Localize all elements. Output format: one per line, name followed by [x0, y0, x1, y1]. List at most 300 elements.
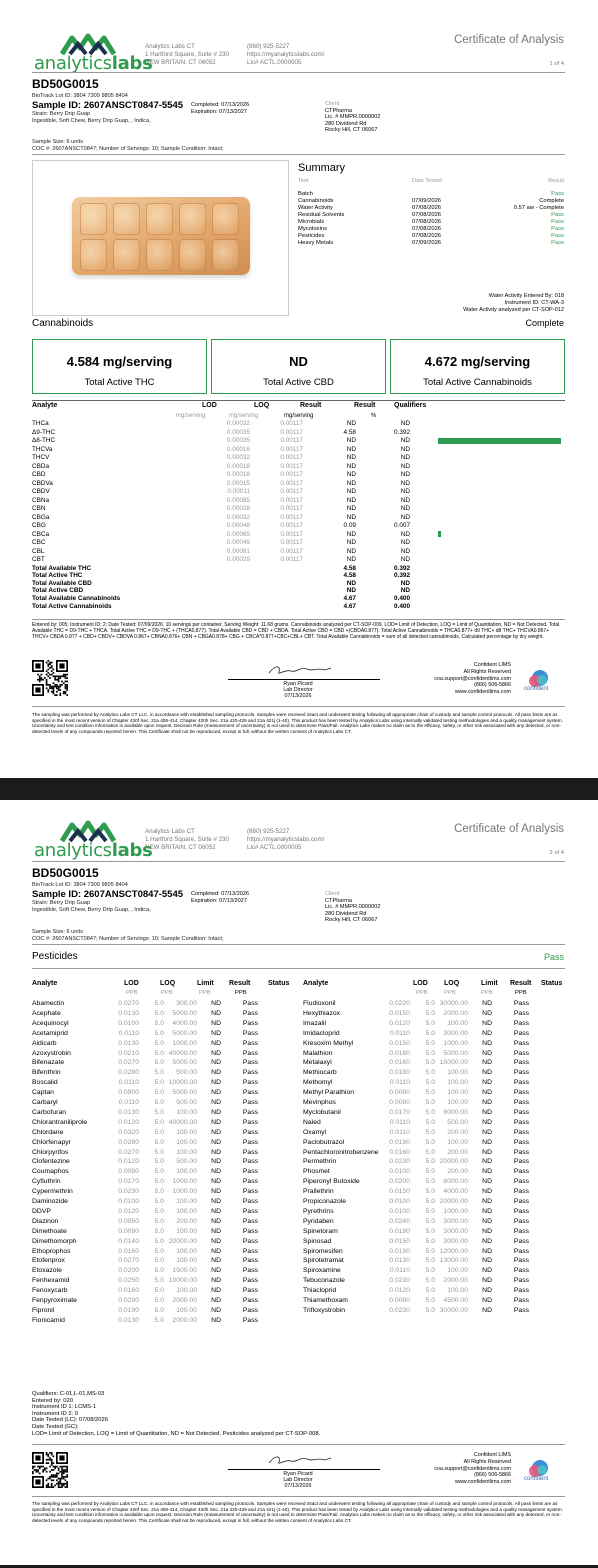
pesticide-result: ND [211, 1118, 221, 1126]
pesticide-loq: 5.0 [154, 1227, 164, 1235]
pesticide-loq: 5.0 [425, 1049, 435, 1057]
loq-value: 0.00117 [280, 530, 303, 538]
summary-test: Cannabinoids [298, 198, 334, 204]
pesticide-row [303, 1197, 568, 1207]
pesticide-result: ND [482, 1039, 492, 1047]
summary-test: Water Activity [298, 205, 333, 211]
pest-unit-lod: PPB [126, 990, 138, 996]
summary-result: 0.57 aw - Complete [513, 205, 564, 211]
cannabinoid-row [32, 497, 442, 505]
unit-loq: mg/serving [229, 413, 259, 419]
pesticide-row [32, 1118, 297, 1128]
pesticide-loq: 5.0 [154, 1297, 164, 1304]
pesticide-loq: 5.0 [425, 1099, 435, 1106]
pesticide-name: Spinetoram [303, 1227, 338, 1235]
pesticide-lod: 0.0150 [389, 1009, 410, 1017]
pesticide-result: ND [482, 1277, 492, 1285]
pesticide-limit: 500.00 [176, 1069, 197, 1077]
pesticide-limit: 3000.00 [443, 1237, 468, 1245]
pesticide-limit: 20000.00 [168, 1237, 197, 1245]
pesticide-name: Naled [303, 1118, 321, 1126]
pesticide-name: Fenhexamid [32, 1277, 70, 1285]
pesticide-status: Pass [242, 1188, 258, 1196]
pesticide-lod: 0.0120 [118, 1158, 139, 1166]
pesticide-name: Aldicarb [32, 1039, 57, 1047]
client-info: Client CTPharma Lic. # MMPR.0000002 280 Dividend Rd Rocky Hill, CT 06067 [325, 891, 381, 924]
signature-line [228, 679, 380, 680]
pesticide-loq: 5.0 [154, 1000, 164, 1007]
result-value: ND [346, 530, 356, 538]
pesticide-row [303, 1009, 568, 1019]
gummy-cell [113, 239, 140, 271]
pest-unit-result: PPB [515, 990, 527, 996]
pesticide-result: ND [211, 1128, 221, 1136]
pesticide-status: Pass [513, 1019, 529, 1027]
confident-wordmark: confident [524, 686, 549, 692]
pesticide-loq: 5.0 [425, 1207, 435, 1215]
signer: Ryan Picard Lab Director 07/13/2026 [283, 681, 313, 699]
pesticide-name: Cypermethrin [32, 1188, 73, 1196]
sample-id: Sample ID: 2607ANSCT0847-5545 [32, 889, 184, 900]
pesticide-name: Chlorfenapyr [32, 1138, 71, 1146]
divider [32, 1496, 565, 1497]
pesticides-status: Pass [543, 952, 564, 962]
pesticide-status: Pass [242, 1000, 258, 1007]
pesticide-row [32, 1167, 297, 1177]
pest-col-limit: Limit [481, 980, 498, 987]
pesticide-result: ND [211, 1009, 221, 1017]
pest-col-loq: LOQ [160, 980, 176, 987]
pesticide-limit: 5000.00 [172, 1029, 197, 1037]
pesticide-limit: 5000.00 [172, 1059, 197, 1067]
col-result-pct: Result [354, 402, 376, 409]
pesticide-result: ND [211, 1297, 221, 1304]
pesticide-name: Pyridaben [303, 1217, 334, 1225]
pesticide-limit: 100.00 [176, 1198, 197, 1205]
pesticide-name: Permethrin [303, 1158, 337, 1166]
pest-col-loq: LOQ [444, 980, 460, 987]
pesticide-limit: 100.00 [447, 1099, 468, 1106]
pesticide-status: Pass [513, 1188, 529, 1196]
pesticide-name: Daminozide [32, 1198, 68, 1205]
pesticide-loq: 5.0 [154, 1257, 164, 1265]
pesticide-limit: 100.00 [176, 1306, 197, 1314]
analyte-name: CBG [32, 522, 46, 529]
pesticide-name: Carbofuran [32, 1108, 67, 1116]
pesticide-limit: 500.00 [447, 1118, 468, 1126]
pesticide-result: ND [482, 1069, 492, 1077]
pesticide-lod: 0.0100 [389, 1207, 410, 1215]
pesticide-result: ND [482, 1148, 492, 1156]
pesticide-lod: 0.0140 [118, 1237, 139, 1245]
pesticide-status: Pass [513, 1247, 529, 1255]
total-result: 4.58 [343, 564, 356, 572]
doc-title: Certificate of Analysis [454, 34, 564, 46]
lod-value: 0.00011 [227, 488, 250, 495]
pesticide-status: Pass [242, 1158, 258, 1166]
pesticide-status: Pass [242, 1168, 258, 1176]
pesticide-row [303, 1098, 568, 1108]
pesticide-row [32, 1286, 297, 1296]
pesticide-row [32, 1148, 297, 1158]
pesticide-row [32, 1306, 297, 1316]
pesticide-loq: 5.0 [154, 1148, 164, 1156]
pesticide-lod: 0.0160 [118, 1287, 139, 1295]
pesticide-lod: 0.0110 [389, 1118, 410, 1126]
pesticide-name: Spinosad [303, 1237, 332, 1245]
pesticide-row [303, 1138, 568, 1148]
pesticide-name: Boscalid [32, 1079, 58, 1087]
gummy-cell [212, 203, 239, 235]
pesticide-limit: 100.00 [447, 1079, 468, 1087]
pesticide-lod: 0.0230 [118, 1188, 139, 1196]
cannabinoid-row [32, 446, 442, 454]
pesticide-lod: 0.0160 [389, 1148, 410, 1156]
cannabinoid-row [32, 463, 442, 471]
pest-col-status: Status [541, 980, 563, 987]
pesticide-row [303, 1237, 568, 1247]
pesticide-result: ND [482, 1297, 492, 1304]
total-name: Total Available Cannabinoids [32, 594, 121, 602]
lab-contact: (860) 925-5227 https://myanalyticslabs.com/ Lic# ACTL.0000005 [247, 828, 325, 851]
pesticide-row [303, 1177, 568, 1187]
pesticide-limit: 1000.00 [443, 1039, 468, 1047]
result-value: ND [346, 471, 356, 478]
pesticide-name: Fipronil [32, 1306, 55, 1314]
pesticide-loq: 5.0 [154, 1049, 164, 1057]
pesticide-result: ND [211, 1188, 221, 1196]
pesticide-loq: 5.0 [425, 1089, 435, 1097]
total-percent: ND [400, 587, 410, 595]
percent-value: ND [400, 420, 410, 427]
pesticide-result: ND [211, 1306, 221, 1314]
pesticide-limit: 1000.00 [443, 1207, 468, 1215]
pesticide-lod: 0.0050 [118, 1217, 139, 1225]
pesticide-lod: 0.0250 [118, 1277, 139, 1285]
pesticide-loq: 5.0 [425, 1009, 435, 1017]
unit-result: mg/serving [284, 413, 314, 419]
pesticide-name: DDVP [32, 1207, 51, 1215]
unit-pct: % [371, 413, 377, 419]
cannabinoids-status: Complete [525, 318, 564, 328]
pesticide-row [303, 1128, 568, 1138]
doc-title: Certificate of Analysis [454, 823, 564, 835]
pesticide-status: Pass [242, 1267, 258, 1275]
pesticide-loq: 5.0 [154, 1247, 164, 1255]
analyte-name: CBN [32, 505, 46, 512]
pesticide-row [303, 1108, 568, 1118]
loq-value: 0.00117 [280, 479, 303, 487]
total-cbd-box: ND Total Active CBD [211, 339, 386, 394]
pesticide-lod: 0.0120 [389, 1287, 410, 1295]
pesticide-row [303, 1148, 568, 1158]
pesticide-lod: 0.0110 [389, 1128, 410, 1136]
pesticide-lod: 0.0120 [118, 1207, 139, 1215]
divider [32, 154, 565, 155]
lab-address: Analytics Labs CT 1 Hartford Square, Suite # 230 NEW BRITAIN, CT 06052 [145, 828, 229, 851]
analyte-name: CBCa [32, 530, 50, 538]
pesticide-loq: 5.0 [154, 1039, 164, 1047]
pesticide-status: Pass [242, 1247, 258, 1255]
pesticide-result: ND [211, 1138, 221, 1146]
total-percent: 0.392 [394, 564, 410, 572]
pesticide-loq: 5.0 [425, 1039, 435, 1047]
pesticide-status: Pass [242, 1089, 258, 1097]
pesticide-limit: 3000.00 [443, 1029, 468, 1037]
pesticide-name: Myclobutanil [303, 1108, 341, 1116]
pesticide-limit: 500.00 [176, 1158, 197, 1166]
total-row [32, 565, 442, 573]
pesticide-result: ND [211, 1316, 221, 1324]
total-percent: 0.400 [394, 594, 410, 602]
pesticide-limit: 100.00 [176, 1168, 197, 1176]
pesticide-name: Methiocarb [303, 1069, 337, 1077]
pesticide-lod: 0.0120 [389, 1019, 410, 1027]
pesticide-name: Acetamiprid [32, 1029, 68, 1037]
pesticide-loq: 5.0 [425, 1287, 435, 1295]
pesticide-row [303, 1078, 568, 1088]
lod-value: 0.00028 [226, 505, 250, 512]
signature-scribble [265, 1453, 335, 1467]
col-result: Result [300, 402, 322, 409]
pesticide-status: Pass [513, 1178, 529, 1186]
sample-strain: Strain: Berry Drip Guap Ingestible, Soft Chew, Berry Drip Guap, , Indica, [32, 111, 151, 124]
pesticide-lod: 0.0110 [389, 1079, 410, 1087]
pesticide-name: Kresoxim Methyl [303, 1039, 354, 1047]
percent-value: ND [400, 496, 410, 504]
pesticide-name: Acephate [32, 1009, 61, 1017]
total-thc-box: 4.584 mg/serving Total Active THC [32, 339, 207, 394]
pesticide-loq: 5.0 [425, 1297, 435, 1304]
pesticide-status: Pass [513, 1128, 529, 1136]
pesticide-status: Pass [513, 1118, 529, 1126]
pesticide-loq: 5.0 [425, 1237, 435, 1245]
pesticide-loq: 5.0 [425, 1158, 435, 1166]
pesticide-status: Pass [513, 1138, 529, 1146]
pesticide-loq: 5.0 [425, 1267, 435, 1275]
lod-value: 0.00016 [226, 445, 250, 453]
pesticide-status: Pass [242, 1019, 258, 1027]
total-name: Total Available THC [32, 564, 92, 572]
pesticide-status: Pass [242, 1059, 258, 1067]
pesticide-lod: 0.0110 [118, 1029, 139, 1037]
pest-unit-loq: PPB [444, 990, 456, 996]
pest-col-status: Status [268, 980, 290, 987]
lod-value: 0.00015 [226, 479, 250, 487]
pesticide-limit: 30000.00 [439, 1000, 468, 1007]
pesticide-limit: 2000.00 [443, 1009, 468, 1017]
pesticide-status: Pass [513, 1009, 529, 1017]
pesticide-name: Diazinon [32, 1217, 59, 1225]
pesticide-limit: 500.00 [176, 1099, 197, 1106]
pesticide-loq: 5.0 [425, 1178, 435, 1186]
pesticide-limit: 3000.00 [443, 1227, 468, 1235]
lod-value: 0.00032 [226, 420, 250, 427]
pesticide-lod: 0.0100 [118, 1019, 139, 1027]
pesticide-row [303, 1306, 568, 1316]
pesticide-status: Pass [513, 1069, 529, 1077]
pesticide-loq: 5.0 [154, 1069, 164, 1077]
analyte-name: CBT [32, 556, 45, 563]
pesticide-result: ND [211, 1059, 221, 1067]
percent-value: 0.392 [394, 428, 410, 436]
pesticide-loq: 5.0 [154, 1108, 164, 1116]
pesticide-name: Chlordane [32, 1128, 64, 1136]
total-row [32, 595, 442, 603]
pesticide-result: ND [482, 1217, 492, 1225]
pesticide-limit: 10000.00 [168, 1079, 197, 1087]
analyte-name: CBDV [32, 488, 50, 495]
pesticide-loq: 5.0 [425, 1128, 435, 1136]
pesticide-result: ND [482, 1257, 492, 1265]
loq-value: 0.00117 [280, 488, 303, 495]
pesticide-result: ND [211, 1148, 221, 1156]
pesticide-lod: 0.0090 [118, 1168, 139, 1176]
pesticide-loq: 5.0 [154, 1009, 164, 1017]
pesticide-status: Pass [513, 1198, 529, 1205]
total-cannabinoids-box: 4.672 mg/serving Total Active Cannabinoids [390, 339, 565, 394]
pesticide-limit: 9000.00 [443, 1108, 468, 1116]
pest-col-result: Result [510, 980, 532, 987]
pesticide-name: Piperonyl Butoxide [303, 1178, 360, 1186]
pesticide-lod: 0.0160 [118, 1247, 139, 1255]
pesticide-loq: 5.0 [154, 1306, 164, 1314]
pesticide-status: Pass [242, 1079, 258, 1087]
disclaimer: The sampling was performed by Analytics Labs CT LLC. in accordance with established sampling protocols. Samples were received intact and underwent testing following all appropriate chain of custody and sample control protocols. All pass limits are as specified in the most recent version of Chapter 420f Sec. 21a 408-414, Chapter 420h Sec. 21a 420-429 and 21a 421j (1-40). This product has been tested by Analytics Labs using internally validated testing methodologies and a quality management system. Uncertainty and test condition information is available upon request. Decision Rule (measurement of uncertainty) is not used to determine Pass/Fail. Analytics Labs makes no claim as to the efficacy, safety, or other risk associated with any detected, or non-detected levels of any compounds reported herein. This Certificate shall not be reproduced, except in full, without the written consent of Analytics Labs CT. [32, 712, 563, 735]
pesticide-result: ND [482, 1029, 492, 1037]
pesticide-result: ND [211, 1079, 221, 1087]
pesticide-limit: 200.00 [176, 1217, 197, 1225]
pesticide-limit: 100.00 [176, 1148, 197, 1156]
pesticide-result: ND [482, 1089, 492, 1097]
pesticide-limit: 30000.00 [439, 1306, 468, 1314]
pesticide-status: Pass [513, 1158, 529, 1166]
summary-date: 07/09/2026 [412, 198, 442, 204]
cannabinoid-row [32, 454, 442, 462]
lod-value: 0.00049 [226, 539, 250, 546]
divider [32, 706, 565, 707]
pesticide-lod: 0.0210 [118, 1049, 139, 1057]
loq-value: 0.00117 [280, 522, 303, 529]
pest-unit-lod: PPB [416, 990, 428, 996]
pesticide-result: ND [482, 1049, 492, 1057]
pesticide-lod: 0.0190 [389, 1227, 410, 1235]
pesticide-row [32, 1187, 297, 1197]
cannabinoids-title: Cannabinoids [32, 318, 94, 329]
total-name: Total Active Cannabinoids [32, 602, 112, 610]
coa-page-1 [0, 0, 598, 778]
pesticide-limit: 5000.00 [172, 1089, 197, 1097]
percent-value: 0.007 [394, 522, 410, 529]
pesticide-status: Pass [242, 1128, 258, 1136]
pesticide-lod: 0.0190 [389, 1247, 410, 1255]
summary-title: Summary [298, 162, 346, 174]
pesticide-loq: 5.0 [425, 1138, 435, 1146]
pesticide-row [32, 1157, 297, 1167]
pesticide-limit: 10000.00 [168, 1277, 197, 1285]
summary-date: 07/09/2026 [412, 240, 442, 246]
pest-col-analyte: Analyte [303, 980, 329, 987]
total-percent: 0.392 [394, 572, 410, 580]
pesticide-loq: 5.0 [154, 1019, 164, 1027]
pesticide-result: ND [482, 1267, 492, 1275]
pest-col-lod: LOD [413, 980, 428, 987]
pesticide-limit: 100.00 [447, 1089, 468, 1097]
pesticide-status: Pass [513, 1287, 529, 1295]
pesticide-limit: 1000.00 [172, 1188, 197, 1196]
pesticide-lod: 0.0230 [389, 1306, 410, 1314]
cannabinoid-row [32, 420, 442, 428]
pesticide-name: Etofenprox [32, 1257, 65, 1265]
total-percent: ND [400, 579, 410, 587]
summary-test: Heavy Metals [298, 240, 334, 246]
client-info: Client CTPharma Lic. # MMPR.0000002 280 Dividend Rd Rocky Hill, CT 06067 [325, 101, 381, 134]
signature-line [228, 1469, 380, 1470]
pesticide-row [32, 1029, 297, 1039]
summary-test: Pesticides [298, 233, 325, 239]
pesticide-loq: 5.0 [425, 1247, 435, 1255]
pesticide-limit: 200.00 [447, 1148, 468, 1156]
col-analyte: Analyte [32, 402, 58, 409]
analyte-name: CBC [32, 539, 46, 546]
percent-value: ND [400, 539, 410, 546]
pesticide-result: ND [211, 1108, 221, 1116]
pesticide-status: Pass [513, 1237, 529, 1245]
pesticide-result: ND [211, 1267, 221, 1275]
pesticide-row [303, 1068, 568, 1078]
pesticide-result: ND [482, 1227, 492, 1235]
total-name: Total Available CBD [32, 579, 92, 587]
pesticide-limit: 100.00 [176, 1207, 197, 1215]
pesticide-lod: 0.0230 [389, 1158, 410, 1166]
pesticide-result: ND [211, 1019, 221, 1027]
pesticide-status: Pass [242, 1316, 258, 1324]
lod-value: 0.00029 [226, 556, 250, 563]
summary-header-result: Result [548, 178, 564, 184]
pesticide-status: Pass [513, 1148, 529, 1156]
cannabinoid-row [32, 539, 442, 547]
gummy-cell [179, 203, 206, 235]
confident-logo-icon [524, 1458, 554, 1478]
pesticide-limit: 12000.00 [439, 1247, 468, 1255]
summary-result: Pass [551, 191, 564, 197]
pesticide-limit: 5000.00 [172, 1009, 197, 1017]
pesticide-lod: 0.0190 [389, 1138, 410, 1146]
lod-value: 0.00048 [226, 522, 250, 529]
analyte-name: THCa [32, 420, 49, 427]
pesticide-lod: 0.0150 [389, 1237, 410, 1245]
pesticide-name: Pyrethrins [303, 1207, 334, 1215]
page-number: 1 of 4 [549, 61, 564, 67]
summary-date: 07/08/2026 [412, 219, 442, 225]
pesticide-row [32, 1058, 297, 1068]
pesticide-status: Pass [242, 1257, 258, 1265]
pesticide-lod: 0.0200 [389, 1178, 410, 1186]
pesticide-limit: 1000.00 [172, 1178, 197, 1186]
pesticide-result: ND [211, 1039, 221, 1047]
pesticide-loq: 5.0 [425, 1000, 435, 1007]
pesticide-row [32, 1039, 297, 1049]
total-row [32, 572, 442, 580]
loq-value: 0.00117 [280, 513, 303, 521]
result-value: ND [346, 445, 356, 453]
disclaimer: The sampling was performed by Analytics Labs CT LLC. in accordance with established sampling protocols. Samples were received intact and underwent testing following all appropriate chain of custody and sample control protocols. All pass limits are as specified in the most recent version of Chapter 420f Sec. 21a 408-414, Chapter 420h Sec. 21a 420-429 and 21a 421j (1-40). This product has been tested by Analytics Labs using internally validated testing methodologies and a quality management system. Uncertainty and test condition information is available upon request. Decision Rule (measurement of uncertainty) is not used to determine Pass/Fail. Analytics Labs makes no claim as to the efficacy, safety, or other risk associated with any detected, or non-detected levels of any compounds reported herein. This Certificate shall not be reproduced, except in full, without the written consent of Analytics Labs CT. [32, 1501, 563, 1524]
pesticide-limit: 40000.00 [168, 1118, 197, 1126]
analyte-name: CBGa [32, 513, 50, 521]
pesticide-loq: 5.0 [425, 1217, 435, 1225]
pesticide-name: Trifloxystrobin [303, 1306, 346, 1314]
gummy-cell [113, 203, 140, 235]
